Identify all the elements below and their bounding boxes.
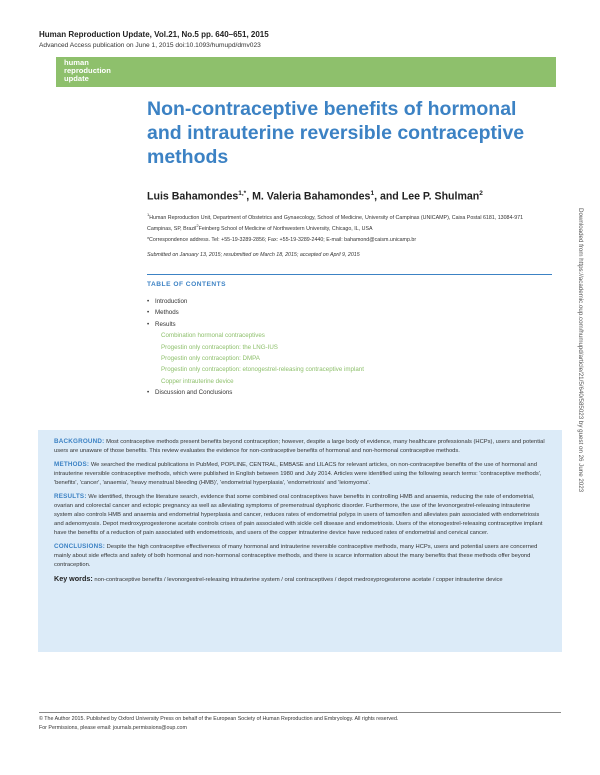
abstract-results-text: We identified, through the literature search, evidence that some combined oral contraceptives have benefits in controlling HMB and anaemia, reducing the rate of endometrial, ovarian and colorectal cancer and ectopic pregnancy as well as alleviating symptoms of premenstrual dysphoric disorder. Furthermore, the use of the levonorgestrel-releasing intrauterine system also controls HMB and anaemia and endometrial hyperplasia and cancer, reduces rates of endometrial polyps in users of tamoxifen and alleviates pain associated with endometriosis and adenomyosis. Depot medroxyprogesterone acetate controls crises of pain associated with sickle cell disease and endometriosis. Users of the etonogestrel-releasing contraceptive implant have the benefits of a reduction of pain associated with endometriosis, and users of the copper intrauterine device have reduced rates of endometrial and cervical cancer. bbox=[54, 494, 543, 536]
author-separator: , and bbox=[374, 190, 402, 203]
abstract-conclusions-heading: CONCLUSIONS: bbox=[54, 543, 106, 550]
affiliation-mark: 2 bbox=[196, 222, 199, 228]
logo-line-3: update bbox=[64, 74, 89, 84]
abstract-methods-heading: METHODS: bbox=[54, 461, 90, 468]
toc-item-methods[interactable]: • Methods bbox=[147, 307, 547, 318]
toc-subitem-lng-ius[interactable]: Progestin only contraception: the LNG-IUS bbox=[161, 343, 278, 351]
affiliations bbox=[147, 211, 547, 233]
affiliation-mark: 1 bbox=[147, 212, 150, 217]
logo-line-1: human bbox=[64, 58, 89, 67]
toc-item-results[interactable]: • Results bbox=[147, 319, 547, 330]
author-name: M. Valeria Bahamondes bbox=[252, 190, 371, 203]
author-separator: , bbox=[246, 190, 253, 203]
access-doi-line: Advanced Access publication on June 1, 2015 doi:10.1093/humupd/dmv023 bbox=[39, 42, 261, 49]
keywords bbox=[54, 574, 546, 585]
journal-logo-label bbox=[64, 59, 111, 84]
keywords-heading: Key words: bbox=[54, 574, 93, 583]
toc-subitem-copper-iud[interactable]: Copper intrauterine device bbox=[161, 377, 234, 385]
abstract-background bbox=[54, 437, 546, 456]
submission-dates: Submitted on January 13, 2015; resubmitted on March 18, 2015; accepted on April 9, 2015 bbox=[147, 252, 360, 258]
author-name: Luis Bahamondes bbox=[147, 190, 239, 203]
journal-reference: Human Reproduction Update, Vol.21, No.5 pp. 640–651, 2015 bbox=[39, 30, 269, 39]
toc-subitem-combination-hormonal[interactable]: Combination hormonal contraceptives bbox=[161, 332, 265, 340]
permissions-notice: For Permissions, please email: journals.permissions@oup.com bbox=[39, 725, 187, 731]
author-affiliation-mark: 2 bbox=[479, 190, 483, 197]
toc-subitem-dmpa[interactable]: Progestin only contraception: DMPA bbox=[161, 354, 260, 362]
abstract-results bbox=[54, 492, 546, 538]
abstract-conclusions-text: Despite the high contraceptive effectiveness of many hormonal and intrauterine reversible contraceptive methods, many HCPs, users and potential users are concerned mainly about side effects and safety of both hormonal and non-hormonal contraceptive methods, and there is scarce information about the many benefits that these methods offer beyond contraception. bbox=[54, 544, 538, 568]
correspondence-address: *Correspondence address. Tel: +55-19-3289-2856; Fax: +55-19-3289-2440; E-mail: bahamond@caism.unicamp.br bbox=[147, 237, 417, 243]
abstract-methods bbox=[54, 460, 546, 488]
table-of-contents bbox=[147, 296, 547, 399]
toc-title: TABLE OF CONTENTS bbox=[147, 281, 227, 288]
abstract-conclusions bbox=[54, 542, 546, 570]
footer-divider bbox=[39, 712, 561, 713]
keywords-text: non-contraceptive benefits / levonorgestrel-releasing intrauterine system / oral contraceptives / depot medroxyprogesterone acetate / copper intrauterine device bbox=[94, 577, 503, 583]
download-watermark: Downloaded from https://academic.oup.com/humupd/article/21/5/640/585023 by guest on 26 June 2023 bbox=[577, 208, 584, 493]
article-title: Non-contraceptive benefits of hormonal and intrauterine reversible contraceptive methods bbox=[147, 98, 525, 168]
toc-item-discussion[interactable]: • Discussion and Conclusions bbox=[147, 387, 547, 398]
affiliation-1: Human Reproduction Unit, Department of Obstetrics and Gynaecology, School of Medicine, University of Campinas (UNICAMP), Caixa Postal 6181, 13084-971 Campinas, SP, Brazil bbox=[147, 214, 524, 232]
toc-subitem-implant[interactable]: Progestin only contraception: etonogestrel-releasing contraceptive implant bbox=[161, 366, 364, 374]
toc-divider bbox=[147, 274, 552, 275]
author-affiliation-mark: 1 bbox=[370, 190, 375, 197]
abstract-results-heading: RESULTS: bbox=[54, 493, 87, 500]
author-affiliation-mark: 1,* bbox=[238, 190, 247, 197]
journal-banner bbox=[56, 57, 556, 87]
copyright-notice: © The Author 2015. Published by Oxford University Press on behalf of the European Society of Human Reproduction and Embryology. All rights reserved. bbox=[39, 716, 399, 722]
abstract-background-text: Most contraceptive methods present benefits beyond contraception; however, despite a large body of evidence, many healthcare professionals (HCPs), users and potential users are unaware of those benefits. This review evaluates the evidence for non-contraceptive benefits of hormonal and non-hormonal contraceptive methods. bbox=[54, 439, 545, 454]
abstract-background-heading: BACKGROUND: bbox=[54, 438, 105, 445]
logo-line-2: reproduction bbox=[64, 66, 111, 76]
abstract-box bbox=[38, 430, 562, 652]
affiliation-2: Feinberg School of Medicine of Northwestern University, Chicago, IL, USA bbox=[198, 225, 373, 232]
author-name: Lee P. Shulman bbox=[401, 190, 480, 203]
author-list bbox=[147, 190, 483, 203]
toc-item-introduction[interactable]: • Introduction bbox=[147, 296, 547, 307]
abstract-methods-text: We searched the medical publications in PubMed, POPLINE, CENTRAL, EMBASE and LILACS for relevant articles, on non-contraceptive benefits of the use of hormonal and intrauterine reversible contraceptive methods, which were published in English between 1980 and July 2014. Articles were identified using the following search terms: 'contraceptive methods', 'benefits', 'cancer', 'anaemia', 'heavy menstrual bleeding (HMB)', 'endometrial hyperplasia', 'endometriosis' and 'leiomyoma'. bbox=[54, 462, 542, 486]
